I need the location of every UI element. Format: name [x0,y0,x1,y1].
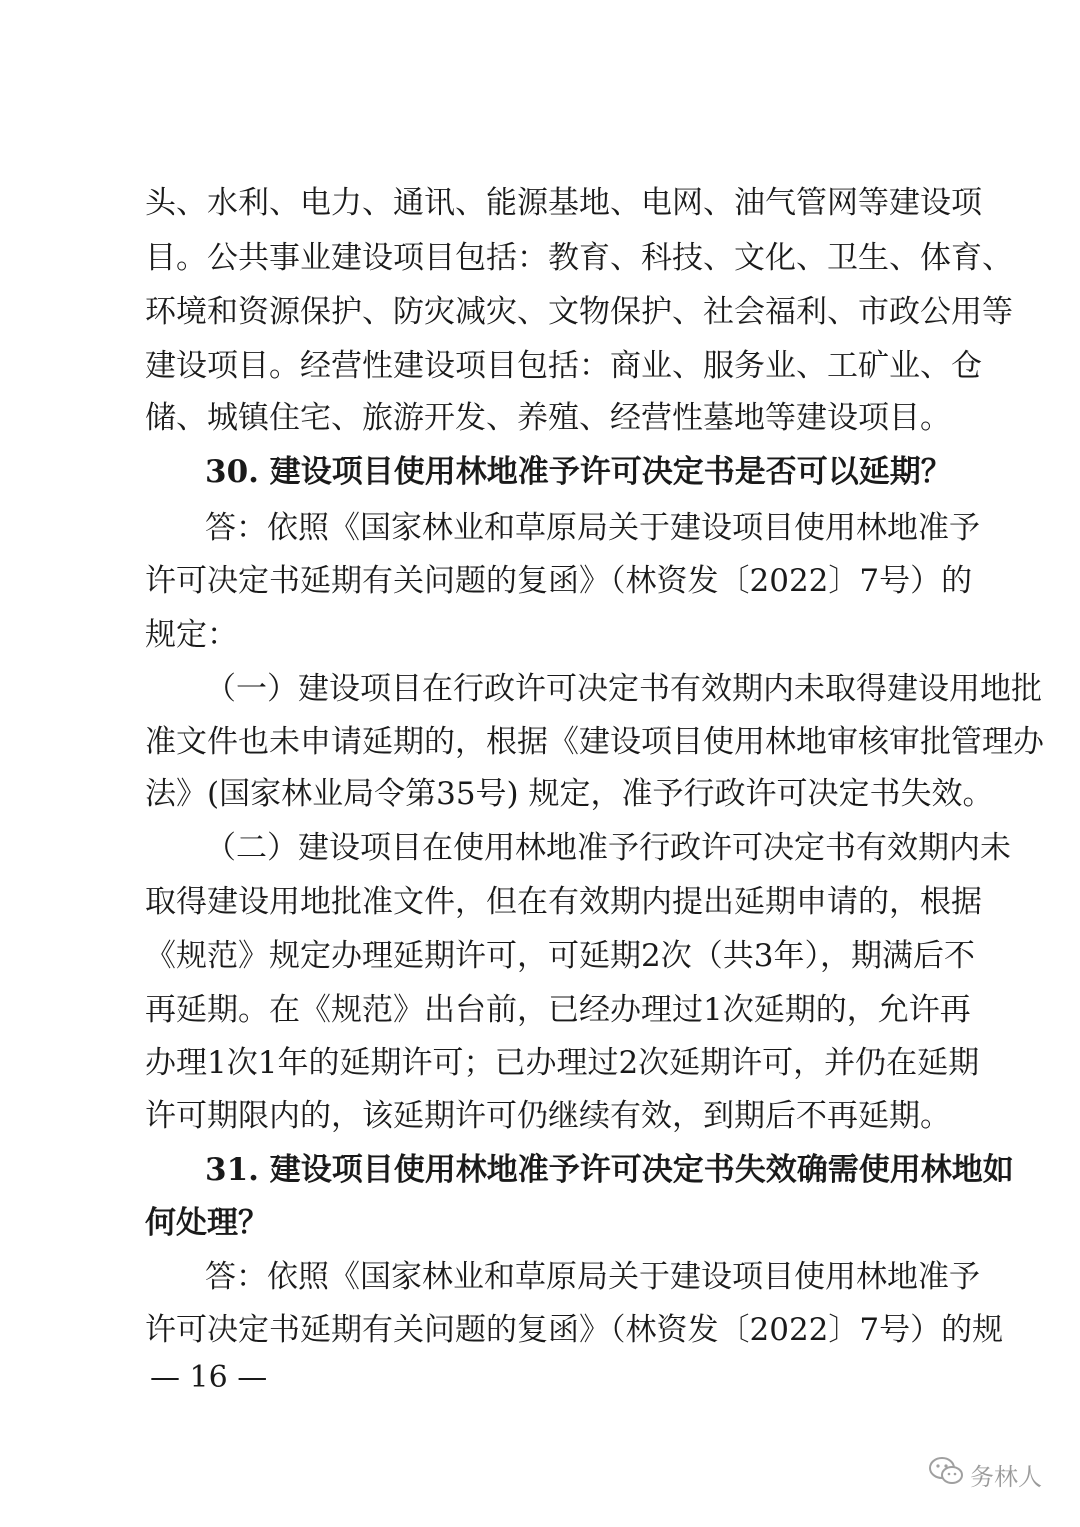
text-line: 答：依照《国家林业和草原局关于建设项目使用林地准予 [205,510,980,546]
text-line: 许可期限内的，该延期许可仍继续有效，到期后不再延期。 [145,1098,951,1134]
text-line: 办理1次1年的延期许可；已办理过2次延期许可，并仍在延期 [145,1045,980,1081]
text-line: （二）建设项目在使用林地准予行政许可决定书有效期内未 [205,830,1011,866]
text-line: 目。公共事业建设项目包括：教育、科技、文化、卫生、体育、 [145,240,1013,276]
watermark-text: 务林人 [970,1462,1042,1491]
text-line: 规定： [145,617,238,653]
text-line: 准文件也未申请延期的，根据《建设项目使用林地审核审批管理办 [145,724,1044,760]
wechat-icon [928,1456,964,1492]
text-line: 储、城镇住宅、旅游开发、养殖、经营性墓地等建设项目。 [145,400,951,436]
question-heading: 何处理？ [145,1205,269,1241]
text-line: 取得建设用地批准文件，但在有效期内提出延期申请的，根据 [145,884,982,920]
page-number: — 16 — [150,1360,268,1395]
text-line: 再延期。在《规范》出台前，已经办理过1次延期的，允许再 [145,992,971,1028]
text-line: 建设项目。经营性建设项目包括：商业、服务业、工矿业、仓 [145,348,982,384]
watermark [928,1456,1042,1492]
text-line: 《规范》规定办理延期许可，可延期2次（共3年），期满后不 [145,938,975,974]
text-line: 头、水利、电力、通讯、能源基地、电网、油气管网等建设项 [145,185,982,221]
text-line: 许可决定书延期有关问题的复函》（林资发〔2022〕7号）的 [145,563,973,599]
text-line: （一）建设项目在行政许可决定书有效期内未取得建设用地批 [205,671,1042,707]
question-heading: 30. 建设项目使用林地准予许可决定书是否可以延期？ [205,454,952,490]
text-line: 许可决定书延期有关问题的复函》（林资发〔2022〕7号）的规 [145,1312,1004,1348]
text-line: 法》(国家林业局令第35号) 规定，准予行政许可决定书失效。 [145,776,994,812]
text-line: 答：依照《国家林业和草原局关于建设项目使用林地准予 [205,1259,980,1295]
question-heading: 31. 建设项目使用林地准予许可决定书失效确需使用林地如 [205,1152,1014,1188]
text-line: 环境和资源保护、防灾减灾、文物保护、社会福利、市政公用等 [145,294,1013,330]
